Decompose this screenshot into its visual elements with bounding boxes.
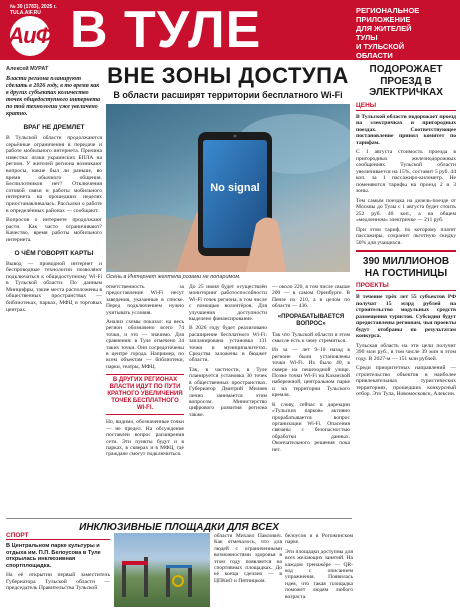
rubric-label: ЦЕНЫ bbox=[356, 102, 456, 111]
bottom-column-1 bbox=[214, 533, 282, 607]
article-paragraph: В Тульской области продолжаются серьёзные ограничения в передаче и работе мобильного интернета. Причина известна: атаки украинских БПЛА на регион. У жителей региона возникают вопросы, какие был ли раньше, во время обычного общения. Беспилотников нет? Отключения сотовой связи и работы мобильного интернета на прошедших неделях приостанавливалась. Рассылки о работе в определённых районах — сообщают. bbox=[6, 135, 102, 214]
no-signal-text: No signal bbox=[210, 182, 260, 194]
masthead bbox=[0, 0, 460, 60]
article-paragraph: Из за — лет 9–10 назад в регионе были установлены точки Wi-Fi. Их было 40, в сквере на пешеходной улице. Позже точки Wi-Fi на Казанской набережной, центральном парке и на территории Тульского кремля. bbox=[272, 347, 350, 399]
section-divider bbox=[356, 250, 456, 252]
tagline-line: РЕГИОНАЛЬНОЕ bbox=[356, 6, 420, 15]
article-paragraph: Тульская область на эти цели получит 390 млн руб., в том числе 39 млн в этом году. В 2027-м — 151 млн рублей. bbox=[356, 342, 456, 362]
center-column-1 bbox=[106, 284, 184, 514]
article-paragraph: Вывод — проводной интернет и беспроводные технологии позволяют подключаться к общедоступному Wi-Fi в Тульской области. По данным Минцифры, такие места расположены в общественных пространствах — библиотеках, парках, МФЦ и торговых центрах. bbox=[6, 260, 102, 313]
masthead-title: В ТУЛЕ bbox=[70, 1, 262, 59]
article-paragraph: Но, видимо, обозначенные точки — не предел. На обсуждение поставлен вопрос расширения сети. Эти пункты будут и в парках, в скверах и в МФЦ, где граждане смогут подключиться. bbox=[106, 419, 184, 458]
article-paragraph: При этом тариф, по которому платят пассажиры, сохранит льготную скидку 50% для учащихся. bbox=[356, 226, 456, 246]
playground-photo bbox=[114, 533, 210, 607]
tagline-line: ТУЛЫ bbox=[356, 33, 378, 42]
main-headline: ВНЕ ЗОНЫ ДОСТУПА bbox=[107, 63, 349, 88]
pull-quote: В ДРУГИХ РЕГИОНАХ ВЛАСТИ ИДУТ ПО ПУТИ КРАТНОГО УВЕЛИЧЕНИЯ ТОЧЕК БЕСПЛАТНОГО WI-FI. bbox=[106, 374, 184, 415]
article-paragraph: Анализ схемы показал: на весь регион обозначено всего 74 точки, и это — значимо. Для сравнения: в Туле отмечено 34 таких точки. Они сосредоточены в центре города. Например, по всем объектам — библиотеки, парки, театры, МФЦ. bbox=[106, 319, 184, 370]
tagline-line: ОБЛАСТИ bbox=[356, 51, 393, 60]
center-column-3 bbox=[272, 284, 350, 514]
rubric-label: ПРОЕКТЫ bbox=[356, 282, 456, 291]
center-column-2 bbox=[189, 284, 267, 514]
article-paragraph: К слову, сейчас в дирекции «Тульских парков» активно прорабатывается вопрос организации Wi-Fi. Опасения связаны с безопасностью обработки данных. Окончательного решения пока нет. bbox=[272, 401, 350, 453]
article-paragraph: Эти площадки доступны для всех желающих занятий. На каждом тренажёре — QR-код с описанием упражнения. Появилась идея, что такая площадка поможет людям любого возраста. bbox=[285, 548, 353, 600]
article-lead: Власти региона планируют сделать в 2026 году, в то время как в других субъектах количество точек общедоступного интернета по той технологии уже увеличено кратно. bbox=[6, 76, 100, 117]
article-paragraph: Так что Тульской области в этом смысле есть к чему стремиться. bbox=[272, 331, 350, 345]
left-column bbox=[6, 66, 102, 514]
issue-number: № 30 (1783), 2025 г. bbox=[10, 4, 57, 10]
section-subhead: О ЧЁМ ГОВОРЯТ КАРТЫ bbox=[14, 249, 94, 257]
article-paragraph: области Михаил Павлович. Как отмечалось, что для людей с ограниченными возможностями здоровья в этом году появляется на спортивных площадках. До её конца сделано — в ЦПКиО и Пятницком. bbox=[214, 533, 282, 584]
article-paragraph: До 25 июня будет осуществлён мониторинг работоспособности Wi-Fi точек региона, в том числе с помощью волонтёров. Для улучшения доступности выделено финансирование. bbox=[189, 284, 267, 323]
article-paragraph: На её открытии первый заместитель Губернатора Тульской области — председатель Правительства Тульской bbox=[6, 572, 110, 592]
aif-logo: АиФ bbox=[10, 16, 50, 56]
article-paragraph: белоусов и в Рогожинском парке. bbox=[285, 533, 353, 546]
playground-illustration bbox=[114, 533, 210, 607]
main-subheadline: В области расширят территории бесплатного Wi-Fi bbox=[113, 90, 343, 100]
article-lead: В течение трёх лет 55 субъектов РФ получат 15 млрд рублей на строительство модульных средств размещения туристов. Субсидии будут предоставлены регионам, чьи проекты будут отобраны по результатам конкурса. bbox=[356, 294, 456, 339]
bottom-column-2 bbox=[285, 533, 353, 607]
article-paragraph: — около 220, в том числе свыше 200 — в самом Оренбурге. В Пензе их 210, а в целом по области — 436. bbox=[272, 284, 350, 310]
side-article-headline: ПОДОРОЖАЕТ ПРОЕЗД В ЭЛЕКТРИЧКАХ bbox=[369, 64, 443, 98]
website-link[interactable]: TULA.AIF.RU bbox=[10, 10, 41, 16]
photo-caption: Осень в Интернет желтела розами не попаримом. bbox=[106, 274, 241, 280]
rubric-label: СПОРТ bbox=[6, 532, 110, 540]
article-paragraph: В 2026 году будет реализовано расширение бесплатного Wi-Fi: запланирована установка 131 точки в муниципалитетах. Средства заложены в бюджет области. bbox=[189, 325, 267, 364]
article-paragraph: Вопросов о интернете продолжают расти. Как часто ограничивают? Качество, время работы мобильного интернета. bbox=[6, 217, 102, 243]
article-paragraph: В Тульской области подорожает проезд на электричках и пригородных поездах. Соответствующее постановление принял комитет по тарифам. bbox=[356, 113, 456, 146]
article-paragraph: С 1 августа стоимость проезда в пригородных железнодорожных сообщениях Тульской области увеличивается на 15%, составит 5 руб. 44 коп. за 1 пассажиро-километр. Не поменяются тарифы на проезд 2 и 3 зоны. bbox=[356, 149, 456, 194]
tagline-line: ПРИЛОЖЕНИЕ bbox=[356, 15, 411, 24]
side-article-headline: 390 МИЛЛИОНОВ НА ГОСТИНИЦЫ bbox=[362, 256, 450, 279]
main-photo bbox=[106, 104, 350, 272]
sport-article bbox=[6, 532, 110, 608]
bottom-article-headline: ИНКЛЮЗИВНЫЕ ПЛОЩАДКИ ДЛЯ ВСЕХ bbox=[6, 518, 352, 533]
right-column bbox=[356, 64, 456, 604]
masthead-tagline bbox=[356, 6, 456, 60]
tagline-line: ДЛЯ ЖИТЕЛЕЙ bbox=[356, 24, 412, 33]
article-lead: В Центральном парке культуры и отдыха им. П.П. Белоусова в Туле открылась инклюзивная спортплощадка. bbox=[6, 543, 101, 569]
section-subhead: ВРАГ НЕ ДРЕМЛЕТ bbox=[23, 124, 85, 131]
article-paragraph: ответственность за предоставление Wi-Fi несут заведения, указанные в списке. Перед подключением нужно учитывать условия. bbox=[106, 284, 184, 316]
author-byline: Алексей МУРАТ bbox=[6, 66, 49, 72]
section-subhead: «ПРОРАБАТЫВАЕТСЯ ВОПРОС» bbox=[277, 313, 345, 327]
issue-info bbox=[10, 4, 57, 16]
article-paragraph: Тем самым поездка на дизель-поезде от Москвы до Тулы с 1 августа будет стоить 252 руб. 40 коп., а на общем «медленном» электричке — 211 руб. bbox=[356, 197, 456, 223]
article-paragraph: Среди приоритетных направлений — строительство объектов в наиболее привлекательных туристических территориях, прошедших конкурсный отбор. Это Тула, Новомосковск, Алексин. bbox=[356, 365, 456, 397]
article-paragraph: Так, в частности, в Туле планируется установка 30 точек в общественных пространствах. Губернатор Дмитрий Миляев лично занимается этим вопросом. Министерство цифрового развития региона также. bbox=[189, 366, 267, 418]
tagline-line: И ТУЛЬСКОЙ bbox=[356, 42, 405, 51]
